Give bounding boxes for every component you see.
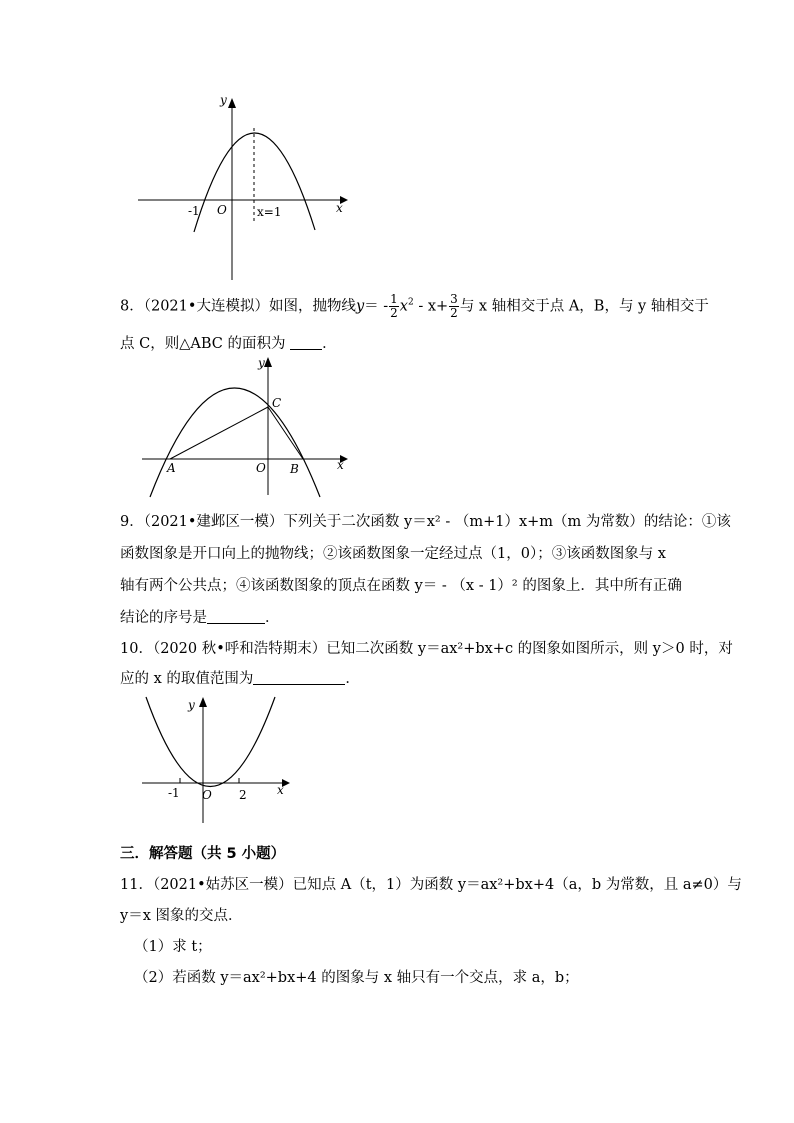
answer-blank-q10[interactable] [253,670,345,685]
question-10-line-1: 10．（2020 秋•呼和浩特期末）已知二次函数 y＝ax²+bx+c 的图象如图所示，则 y＞0 时，对 [120,641,733,657]
point-A-label: A [167,461,176,475]
answer-blank-q9[interactable] [207,609,265,624]
origin-label: O [217,203,227,217]
figure-q10-parabola [140,695,310,825]
x-axis-label: x [336,201,343,215]
fraction-three-halves: $\frac{3}{2}$ [450,292,458,320]
equation-middle: - x+ [413,298,449,315]
question-9-line-1: 9．（2021•建邺区一模）下列关于二次函数 y＝x² - （m+1）x+m（m 为常数）的结论：①该 [120,514,731,530]
y-axis-arrow [264,357,272,367]
section-heading-3: 三．解答题（共 5 小题） [120,846,286,862]
y-axis-arrow [199,697,207,707]
question-8-line-2: 点 C，则△ABC 的面积为 ． [120,336,337,352]
question-10-line-2: 应的 x 的取值范围为 ． [120,671,360,687]
question-11-line-2: y＝x 图象的交点． [120,908,243,924]
point-C-label: C [272,396,282,410]
question-9-line-2: 函数图象是开口向上的抛物线；②该函数图象一定经过点（1，0）；③该函数图象与 x [120,546,666,562]
equation-y: y [355,298,365,315]
figure-q7-parabola [130,90,360,285]
question-8-number: 8． [120,298,144,315]
question-8-line-1 [120,293,709,320]
neg-one-label: -1 [188,204,200,218]
parabola-curve [150,388,320,497]
equation-equals: ＝ - [364,298,389,315]
y-axis-label: y [188,698,195,712]
origin-label: O [256,461,266,475]
question-9-line-3: 轴有两个公共点；④该函数图象的顶点在函数 y＝ - （x - 1）² 的图象上．其中所有正确 [120,578,682,594]
question-11-part-2: （2）若函数 y＝ax²+bx+4 的图象与 x 轴只有一个交点，求 a，b； [134,970,579,986]
question-8-text: 与 x 轴相交于点 A，B，与 y 轴相交于 [459,298,709,315]
equation-x: x [399,298,408,315]
question-11-part-1: （1）求 t； [134,939,212,955]
equation-square: 2 [407,297,414,308]
y-axis-label: y [258,356,265,370]
x-axis-label: x [277,783,284,797]
symmetry-axis-label: x=1 [257,205,282,219]
origin-label: O [202,788,212,802]
neg-one-label: -1 [168,786,180,800]
x-axis-label: x [337,458,344,472]
answer-blank-q8[interactable] [290,335,322,350]
point-B-label: B [290,462,299,476]
question-8-source: （2021•大连模拟）如图，抛物线 [143,298,356,315]
y-axis-label: y [220,93,227,107]
segment-CB [268,407,303,459]
question-9-line-4: 结论的序号是 ． [120,610,280,626]
parabola-curve [146,697,275,787]
segment-AC [170,407,268,459]
fraction-one-half: $\frac{1}{2}$ [390,292,398,320]
y-axis-arrow [228,98,236,108]
figure-q8-parabola-triangle [140,355,360,500]
two-label: 2 [239,788,247,802]
question-11-line-1: 11．（2021•姑苏区一模）已知点 A（t，1）为函数 y＝ax²+bx+4（a，b 为常数，且 a≠0）与 [120,877,742,893]
